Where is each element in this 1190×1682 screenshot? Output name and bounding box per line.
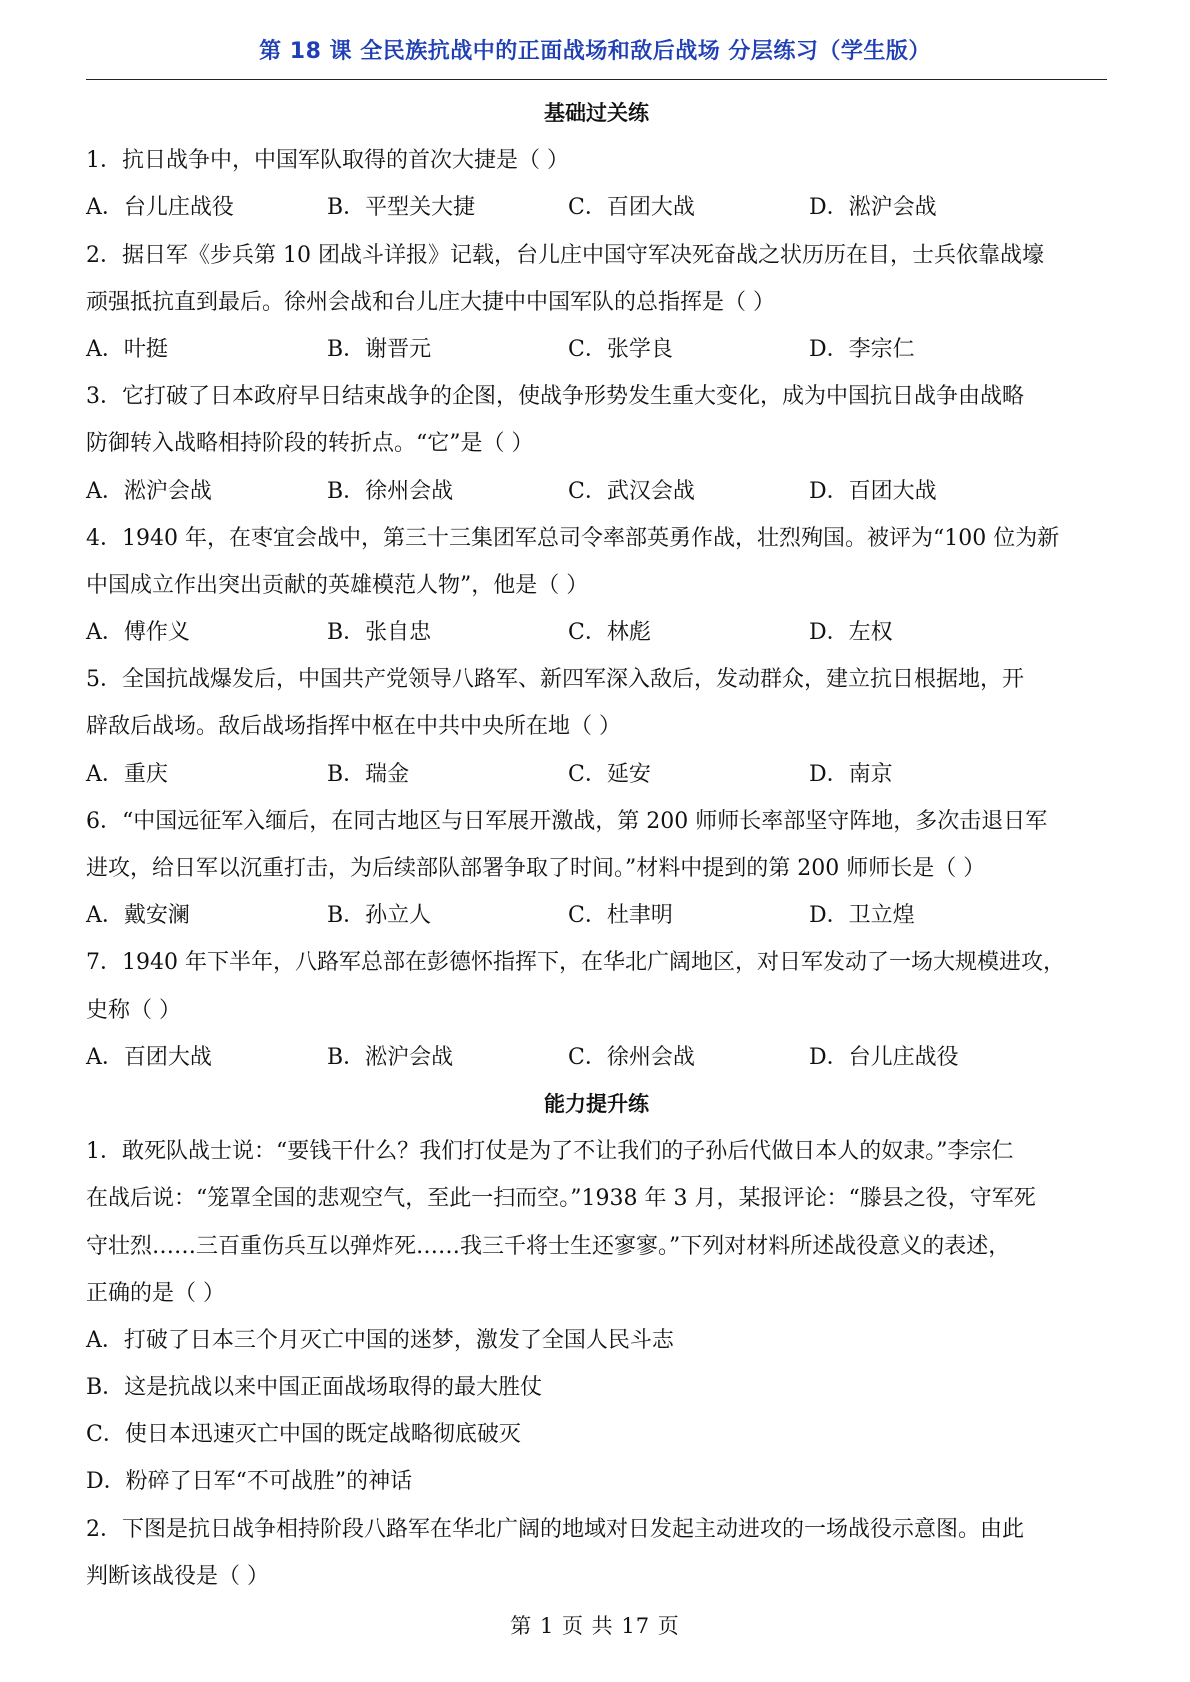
option-d: D．李宗仁	[809, 336, 915, 362]
option-a: A．重庆	[86, 761, 168, 787]
option-d: D．百团大战	[809, 478, 937, 504]
option-row	[86, 751, 1107, 798]
option-c: C．杜聿明	[568, 903, 673, 929]
question-text: 4．1940 年，在枣宜会战中，第三十三集团军总司令率部英勇作战，壮烈殉国。被评为“100 位为新	[86, 525, 1060, 551]
section-title-advanced: 能力提升练	[544, 1091, 649, 1116]
option-b: B．这是抗战以来中国正面战场取得的最大胜仗	[86, 1375, 543, 1401]
option-b: B．谢晋元	[327, 336, 432, 362]
option-d: D．左权	[809, 620, 893, 646]
option-a: A．叶挺	[86, 336, 168, 362]
header-divider	[86, 79, 1107, 80]
question-text: 正确的是（ ）	[86, 1280, 225, 1306]
option-b: B．孙立人	[327, 903, 432, 929]
question-text: 辟敌后战场。敌后战场指挥中枢在中共中央所在地（ ）	[86, 714, 621, 740]
option-a: A．打破了日本三个月灭亡中国的迷梦，激发了全国人民斗志	[86, 1327, 674, 1353]
option-row	[86, 1034, 1107, 1081]
page-header-title: 第 18 课 全民族抗战中的正面战场和敌后战场 分层练习（学生版）	[259, 39, 931, 64]
question-text: 1．抗日战争中，中国军队取得的首次大捷是（ ）	[86, 148, 569, 174]
option-a: A．百团大战	[86, 1044, 212, 1070]
option-c: C．武汉会战	[568, 478, 695, 504]
question-text: 7．1940 年下半年，八路军总部在彭德怀指挥下，在华北广阔地区，对日军发动了一场大规模进攻，	[86, 950, 1065, 976]
option-b: B．张自忠	[327, 620, 432, 646]
option-d: D．台儿庄战役	[809, 1044, 959, 1070]
question-text: 5．全国抗战爆发后，中国共产党领导八路军、新四军深入敌后，发动群众，建立抗日根据地，开	[86, 667, 1025, 693]
option-d: D．南京	[809, 761, 893, 787]
question-text: 中国成立作出突出贡献的英雄模范人物”，他是（ ）	[86, 572, 589, 598]
question-text: 进攻，给日军以沉重打击，为后续部队部署争取了时间。”材料中提到的第 200 师师长是（ ）	[86, 856, 986, 881]
page-footer: 第 1 页 共 17 页	[510, 1614, 680, 1638]
option-a: A．傅作义	[86, 620, 190, 646]
option-a: A．淞沪会战	[86, 478, 212, 504]
option-a: A．台儿庄战役	[86, 195, 234, 221]
question-text: 在战后说：“笼罩全国的悲观空气，至此一扫而空。”1938 年 3 月，某报评论：“滕县之役，守军死	[86, 1186, 1036, 1212]
question-text: 判断该战役是（ ）	[86, 1563, 269, 1589]
option-a: A．戴安澜	[86, 903, 190, 929]
option-row	[86, 609, 1107, 656]
question-text: 2．下图是抗日战争相持阶段八路军在华北广阔的地域对日发起主动进攻的一场战役示意图。由此	[86, 1516, 1025, 1542]
worksheet-content	[86, 90, 1107, 1600]
option-c: C．林彪	[568, 620, 651, 646]
question-text: 顽强抵抗直到最后。徐州会战和台儿庄大捷中中国军队的总指挥是（ ）	[86, 289, 775, 315]
option-row	[86, 892, 1107, 939]
option-row	[86, 326, 1107, 373]
question-text: 6．“中国远征军入缅后，在同古地区与日军展开激战，第 200 师师长率部坚守阵地，多次击退日军	[86, 808, 1048, 834]
section-title-basic: 基础过关练	[544, 101, 649, 125]
option-d: D．淞沪会战	[809, 195, 937, 221]
option-row	[86, 184, 1107, 231]
option-b: B．徐州会战	[327, 478, 454, 504]
option-d: D．卫立煌	[809, 903, 915, 929]
option-c: C．使日本迅速灭亡中国的既定战略彻底破灭	[86, 1422, 521, 1448]
question-text: 3．它打破了日本政府早日结束战争的企图，使战争形势发生重大变化，成为中国抗日战争由战略	[86, 384, 1025, 410]
question-text: 防御转入战略相持阶段的转折点。“它”是（ ）	[86, 431, 534, 457]
question-text: 守壮烈……三百重伤兵互以弹炸死……我三千将士生还寥寥。”下列对材料所述战役意义的表述，	[86, 1233, 1011, 1259]
option-row	[86, 468, 1107, 515]
option-c: C．百团大战	[568, 195, 695, 221]
option-b: B．瑞金	[327, 761, 410, 787]
option-c: C．张学良	[568, 336, 673, 362]
question-text: 2．据日军《步兵第 10 团战斗详报》记载，台儿庄中国守军决死奋战之状历历在目，士兵依靠战壕	[86, 242, 1044, 268]
option-d: D．粉碎了日军“不可战胜”的神话	[86, 1469, 413, 1495]
option-b: B．平型关大捷	[327, 195, 476, 221]
option-c: C．延安	[568, 761, 651, 787]
option-b: B．淞沪会战	[327, 1044, 454, 1070]
option-c: C．徐州会战	[568, 1044, 695, 1070]
question-text: 史称（ ）	[86, 997, 181, 1023]
question-text: 1．敢死队战士说：“要钱干什么？我们打仗是为了不让我们的子孙后代做日本人的奴隶。”李宗仁	[86, 1139, 1014, 1165]
